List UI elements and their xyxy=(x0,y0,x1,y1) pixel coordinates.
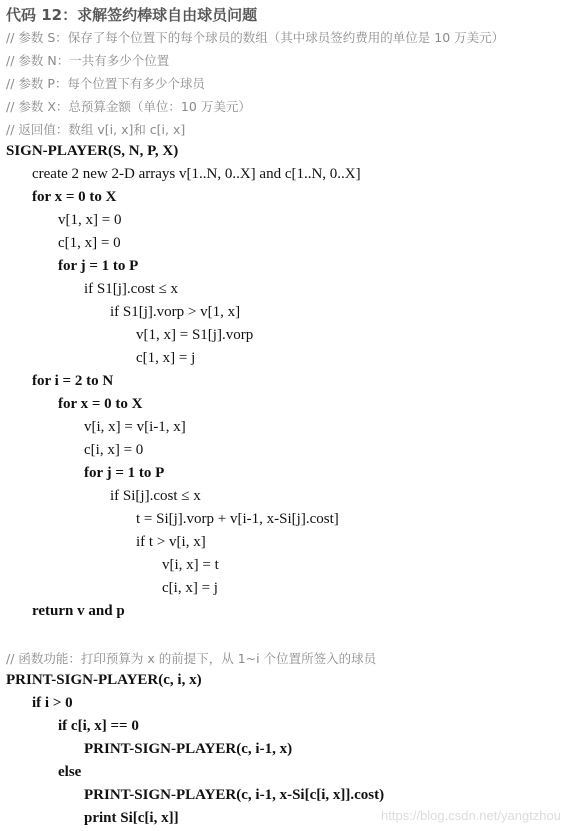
print-sign-player-header: PRINT-SIGN-PLAYER(c, i, x) xyxy=(6,672,202,688)
code-line-v-init: v[1, x] = 0 xyxy=(58,212,122,228)
comment-param-p: // 参数 P：每个位置下有多少个球员 xyxy=(6,76,205,91)
code-line-for-i: for i = 2 to N xyxy=(32,373,114,389)
code-line-create: create 2 new 2-D arrays v[1..N, 0..X] and c[1..N, 0..X] xyxy=(32,166,361,182)
code-line-v-t: v[i, x] = t xyxy=(162,557,219,573)
code-line-set-v: v[1, x] = S1[j].vorp xyxy=(136,327,254,343)
code-line-for-x-inner: for x = 0 to X xyxy=(58,396,143,412)
comment-param-s: // 参数 S：保存了每个位置下的每个球员的数组（其中球员签约费用的单位是 10 万美元） xyxy=(6,30,505,45)
code-line-if-cost-i: if Si[j].cost ≤ x xyxy=(110,488,201,504)
watermark-url: https://blog.csdn.net/yangtzhou xyxy=(381,808,561,823)
comment-return: // 返回值：数组 v[i, x]和 c[i, x] xyxy=(6,122,186,137)
code-line-print: print Si[c[i, x]] xyxy=(84,810,179,826)
code-line-return: return v and p xyxy=(32,603,125,619)
code-line-c-j: c[i, x] = j xyxy=(162,580,218,596)
code-line-if-t: if t > v[i, x] xyxy=(136,534,206,550)
code-line-if-i: if i > 0 xyxy=(32,695,73,711)
listing-title: 代码 12：求解签约棒球自由球员问题 xyxy=(6,6,258,24)
sign-player-header: SIGN-PLAYER(S, N, P, X) xyxy=(6,143,179,159)
code-line-for-j: for j = 1 to P xyxy=(58,258,139,274)
code-line-v-copy: v[i, x] = v[i-1, x] xyxy=(84,419,186,435)
code-line-t-assign: t = Si[j].vorp + v[i-1, x-Si[j].cost] xyxy=(136,511,339,527)
code-line-if-vorp: if S1[j].vorp > v[1, x] xyxy=(110,304,241,320)
code-line-for-j-inner: for j = 1 to P xyxy=(84,465,165,481)
code-line-c-zero: c[i, x] = 0 xyxy=(84,442,144,458)
code-line-recurse: PRINT-SIGN-PLAYER(c, i-1, x) xyxy=(84,741,293,757)
comment-param-n: // 参数 N：一共有多少个位置 xyxy=(6,53,170,68)
code-line-recurse-cost: PRINT-SIGN-PLAYER(c, i-1, x-Si[c[i, x]].cost) xyxy=(84,787,385,803)
code-line-set-c: c[1, x] = j xyxy=(136,350,196,366)
code-line-if-cost: if S1[j].cost ≤ x xyxy=(84,281,179,297)
comment-param-x: // 参数 X：总预算金额（单位：10 万美元） xyxy=(6,99,251,114)
code-line-else: else xyxy=(58,764,82,780)
comment-print-function: // 函数功能：打印预算为 x 的前提下，从 1~i 个位置所签入的球员 xyxy=(6,651,377,666)
code-line-for-x: for x = 0 to X xyxy=(32,189,117,205)
code-line-if-c-zero: if c[i, x] == 0 xyxy=(58,718,139,734)
code-line-c-init: c[1, x] = 0 xyxy=(58,235,121,251)
